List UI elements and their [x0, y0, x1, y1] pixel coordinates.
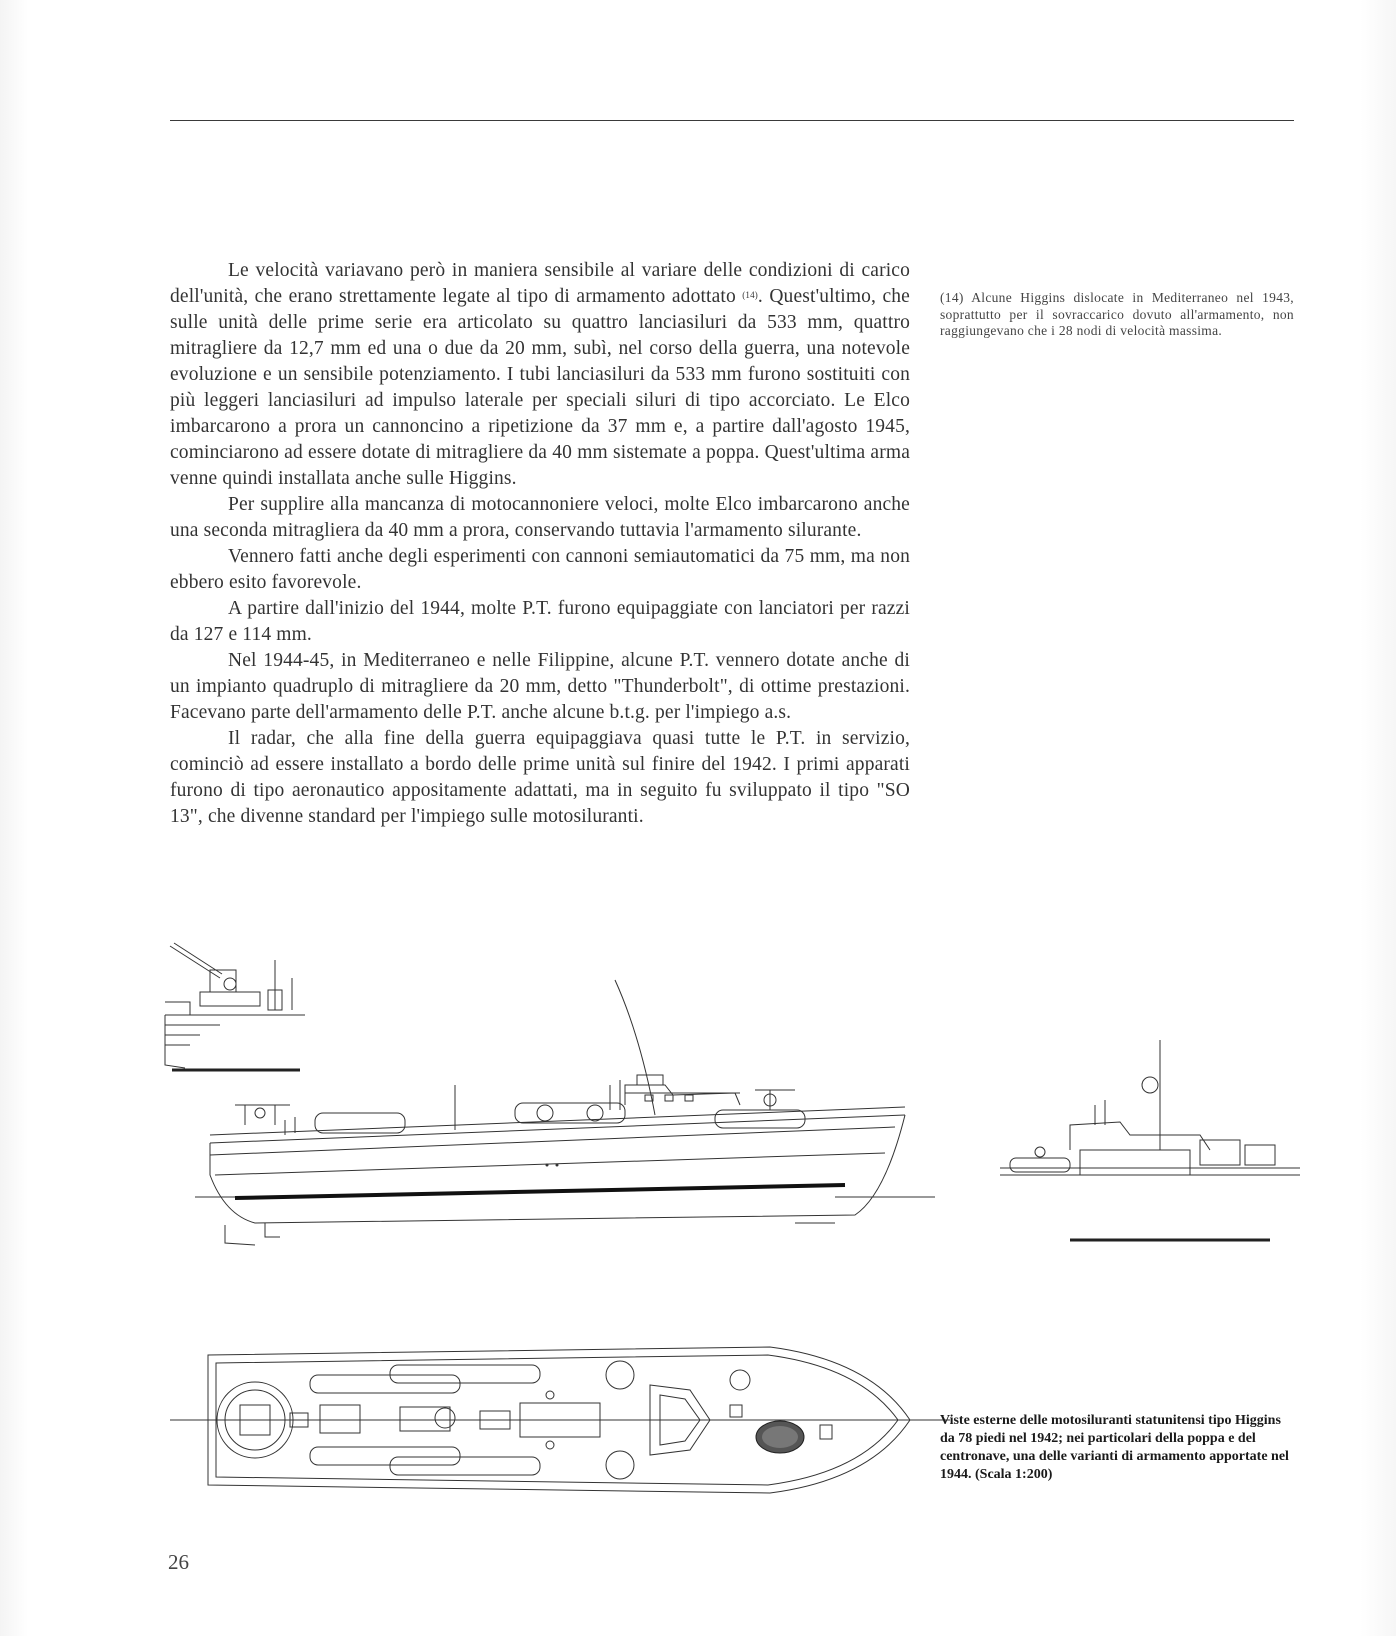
- midship-detail-drawing: [1000, 1040, 1300, 1250]
- article-paragraph: Il radar, che alla fine della guerra equipaggiava quasi tutte le P.T. in servizio, cominciò ad essere installato a bordo delle prime unità sul finire del 1942. I primi apparati furono di tipo aeronautico appositamente adattati, ma in seguito fu sviluppato il tipo "SO 13", che divenne standard per l'impiego sulle motosiluranti.: [170, 728, 910, 827]
- footnote: (14) Alcune Higgins dislocate in Mediterraneo nel 1943, soprattutto per il sovraccarico dovuto all'armamento, non raggiungevano che i 28 nodi di velocità massima.: [940, 290, 1294, 338]
- article-paragraph: A partire dall'inizio del 1944, molte P.T. furono equipaggiate con lanciatori per razzi da 127 e 114 mm.: [170, 598, 910, 645]
- boat-plan-view-drawing: [170, 1335, 950, 1515]
- page-number: 26: [168, 1550, 189, 1574]
- article-paragraph: Vennero fatti anche degli esperimenti con cannoni semiautomatici da 75 mm, ma non ebbero esito favorevole.: [170, 546, 910, 593]
- article-paragraph: Nel 1944-45, in Mediterraneo e nelle Filippine, alcune P.T. vennero dotate anche di un impianto quadruplo di mitragliere da 20 mm, detto "Thunderbolt", di ottime prestazioni. Facevano parte dell'armamento delle P.T. anche alcune b.t.g. per l'impiego a.s.: [170, 650, 910, 723]
- article-paragraph: Le velocità variavano però in maniera sensibile al variare delle condizioni di carico dell'unità, che erano strettamente legate al tipo di armamento adottato $^{(14)}$. Quest'ultimo, che sulle unità delle prime serie era articolato su quattro lanciasiluri da 533 mm, quattro mitragliere da 12,7 mm ed una o due da 20 mm, subì, nel corso della guerra, una notevole evoluzione e un sensibile potenziamento. I tubi lanciasiluri da 533 mm furono sostituiti con più leggeri lanciasiluri ad impulso laterale per speciali siluri di tipo accorciato. Le Elco imbarcarono a prora un cannoncino a ripetizione da 37 mm e, a partire dall'agosto 1945, cominciarono ad essere dotate di mitragliere da 40 mm sistemate a poppa. Quest'ultima arma venne quindi installata anche sulle Higgins.: [170, 260, 910, 489]
- figure-caption: Viste esterne delle motosiluranti statunitensi tipo Higgins da 78 piedi nel 1942; nei particolari della poppa e del centronave, una delle varianti di armamento apportate nel 1944. (Scala 1:200): [940, 1413, 1289, 1482]
- header-rule: [170, 120, 1294, 121]
- footnote-ref[interactable]: (14): [742, 290, 758, 300]
- boat-side-profile-drawing: [195, 975, 935, 1295]
- article-paragraph: Per supplire alla mancanza di motocannoniere veloci, molte Elco imbarcarono anche una seconda mitragliera da 40 mm a prora, conservando tuttavia l'armamento silurante.: [170, 494, 910, 541]
- article-body: [170, 258, 910, 830]
